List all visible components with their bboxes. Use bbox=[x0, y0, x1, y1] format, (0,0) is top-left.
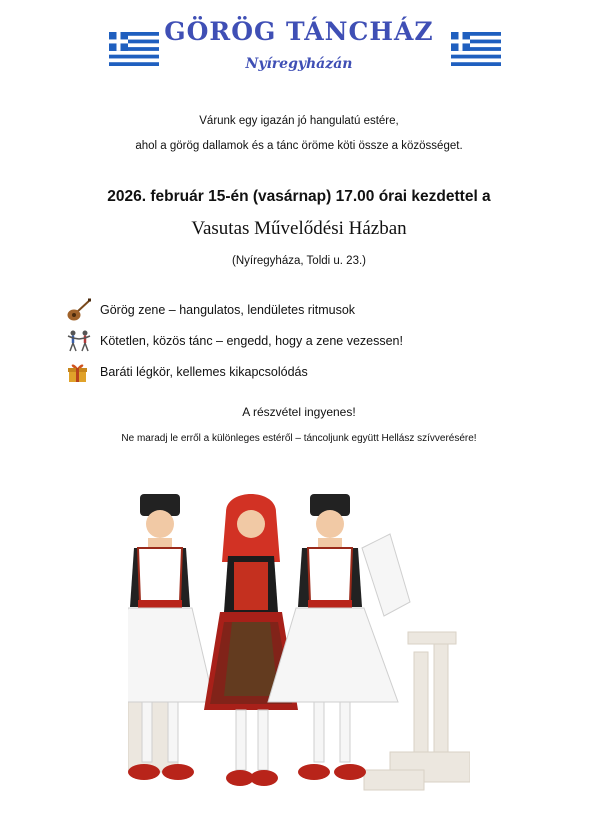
bouzouki-icon bbox=[66, 298, 92, 322]
event-venue: Vasutas Művelődési Házban bbox=[191, 218, 407, 239]
intro-line-2: ahol a görög dallamok és a tánc öröme köti össze a közösséget. bbox=[135, 140, 463, 152]
event-date-line: 2026. február 15-én (vasárnap) 17.00 órai kezdettel a bbox=[107, 188, 491, 205]
bullet-text: Görög zene – hangulatos, lendületes ritmusok bbox=[100, 303, 356, 317]
bullet-text: Baráti légkör, kellemes kikapcsolódás bbox=[100, 365, 308, 379]
bullet-text: Kötetlen, közös tánc – engedd, hogy a zene vezessen! bbox=[100, 334, 403, 348]
bullet-item-dance bbox=[66, 329, 403, 353]
greek-flag-right-icon bbox=[451, 32, 501, 66]
event-address: (Nyíregyháza, Toldi u. 23.) bbox=[231, 255, 367, 267]
page-title: GÖRÖG TÁNCHÁZ bbox=[164, 17, 434, 46]
greek-dancers-illustration bbox=[128, 482, 470, 800]
bullet-item-music bbox=[66, 298, 355, 322]
intro-line-1: Várunk egy igazán jó hangulatú estére, bbox=[199, 115, 399, 127]
free-entry-notice: A részvétel ingyenes! bbox=[242, 405, 356, 419]
closing-message: Ne maradj le erről a különleges estéről – táncoljunk együtt Hellász szívverésére! bbox=[121, 433, 477, 444]
dancers-icon bbox=[66, 329, 92, 353]
bullet-item-atmosphere bbox=[66, 360, 308, 384]
page-subtitle: Nyíregyházán bbox=[245, 56, 353, 72]
gift-icon bbox=[66, 360, 92, 384]
